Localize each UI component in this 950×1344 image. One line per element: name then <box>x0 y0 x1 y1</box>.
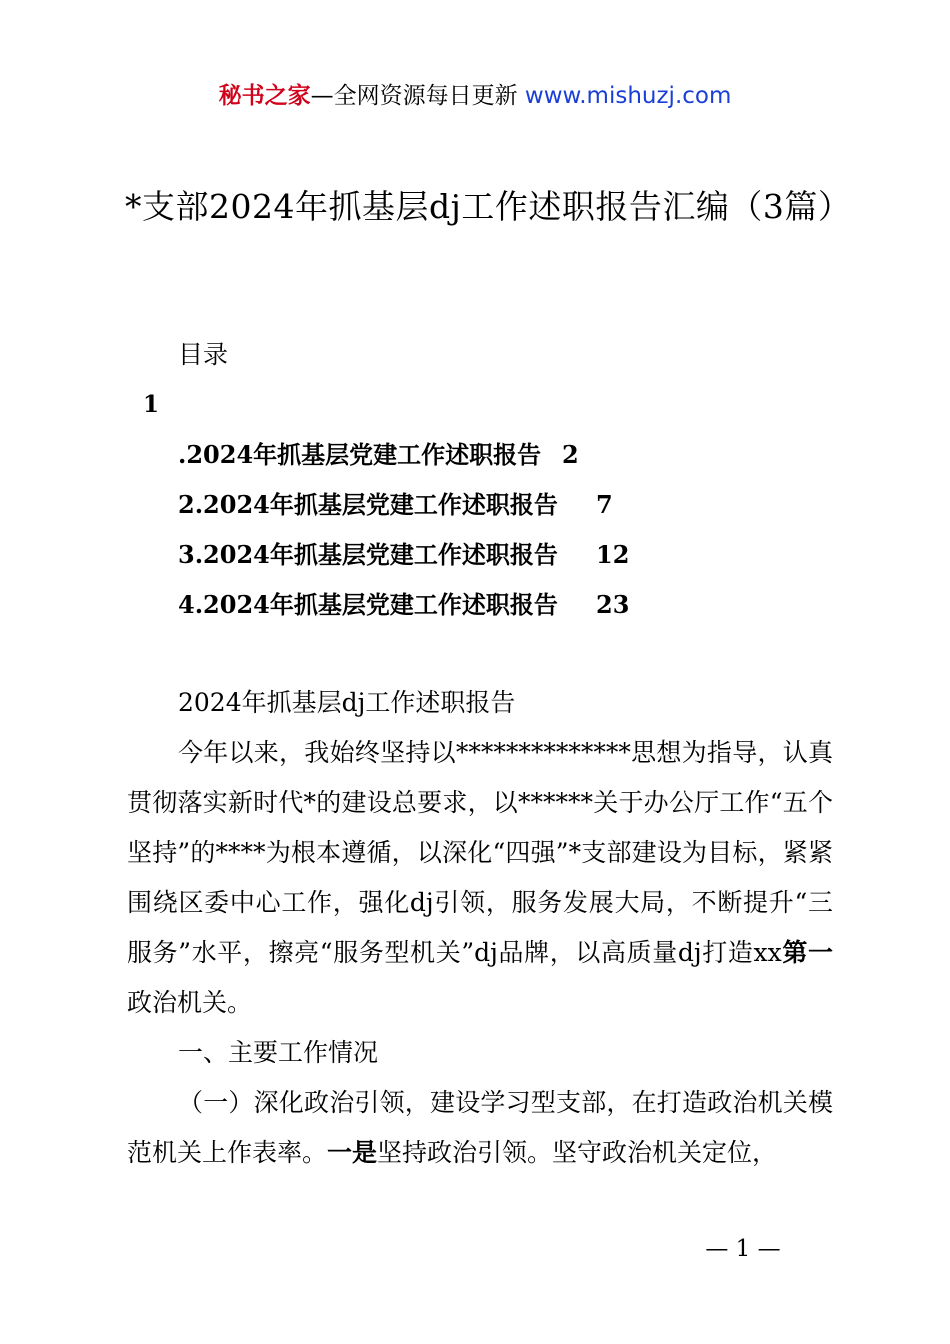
intro-text-end: 政治机关。 <box>127 988 253 1017</box>
toc-first-number: 1 <box>143 391 160 418</box>
paragraph-1-text-end: 坚持政治引领。坚守政治机关定位， <box>377 1138 778 1167</box>
toc-item-title[interactable]: 4.2024年抓基层党建工作述职报告 <box>178 590 558 619</box>
site-url-link[interactable]: www.mishuzj.com <box>524 83 732 109</box>
section-heading: 一、主要工作情况 <box>178 1038 379 1067</box>
intro-text: 今年以来，我始终坚持以**************思想为指导，认真贯彻落实新时代*的建设总要求，以******关于办公厅工作“五个坚持”的****为根本遵循，以深化“四强”*支部建设为目标，紧紧围绕区委中心工作，强化dj引领，服务发展大局，不断提升“三服务”水平，擦亮“服务型机关”dj品牌，以高质量dj打造xx <box>127 738 833 967</box>
page-number: — 1 — <box>705 1236 781 1262</box>
toc-item-title[interactable]: 3.2024年抓基层党建工作述职报告 <box>178 540 558 569</box>
document-title: *支部2024年抓基层dj工作述职报告汇编（3篇） <box>125 187 852 226</box>
intro-paragraph <box>127 728 833 1028</box>
paragraph-1-text: （一）深化政治引领，建设学习型支部，在打造政治机关模范机关上作表率。 <box>127 1088 833 1167</box>
toc-item-page: 23 <box>596 590 630 619</box>
toc-item-page: 2 <box>562 440 579 469</box>
paragraph-1 <box>127 1078 833 1178</box>
toc-label: 目录 <box>178 340 229 369</box>
toc-item-title[interactable]: 2.2024年抓基层党建工作述职报告 <box>178 490 558 519</box>
toc-item[interactable] <box>178 538 630 572</box>
paragraph-1-bold: 一是 <box>327 1138 378 1167</box>
toc-item-title[interactable]: .2024年抓基层党建工作述职报告 <box>178 440 542 469</box>
site-header <box>0 80 950 112</box>
toc-item[interactable] <box>178 588 630 622</box>
brand-name: 秘书之家 <box>218 83 311 109</box>
toc-item-page: 7 <box>596 490 613 519</box>
intro-bold-text: 第一 <box>781 938 833 967</box>
toc-item[interactable] <box>178 488 613 522</box>
toc-item-page: 12 <box>596 540 630 569</box>
header-tagline: —全网资源每日更新 <box>310 83 518 109</box>
body-content <box>127 678 833 1178</box>
toc-item[interactable] <box>178 438 579 472</box>
report-title: 2024年抓基层dj工作述职报告 <box>178 688 516 717</box>
